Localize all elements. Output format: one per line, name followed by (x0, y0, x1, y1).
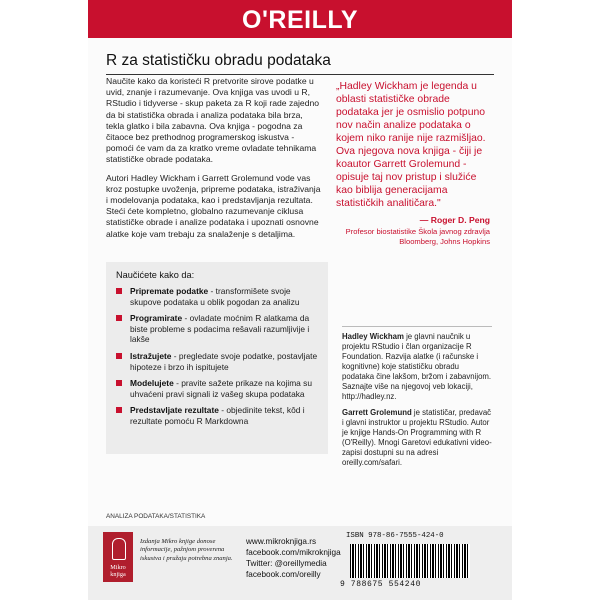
link-facebook-mikroknjiga[interactable]: facebook.com/mikroknjiga (246, 548, 341, 557)
learning-goal-item (116, 313, 320, 345)
publisher-header-bar (88, 0, 512, 38)
link-facebook-oreilly[interactable]: facebook.com/oreilly (246, 570, 321, 579)
link-twitter[interactable]: Twitter: @oreillymedia (246, 559, 327, 568)
book-title: R za statističku obradu podataka (106, 52, 331, 69)
publisher-figure-icon (112, 538, 126, 560)
intro-paragraph-1: Naučite kako da koristeći R pretvorite sirove podatke u uvid, znanje i razumevanje. Ova knjiga vas uvodi u R, RStudio i tidyverse - skup paketa za R koji rade zajedno da bi statistička obrada i analiza podataka bila brza, tekla glatko i bila zabavna. Ova knjiga - pogodna za čitaoce bez prethodnog programerskog iskustva - pomoći će vam da za kratko vreme ovladate tehnikama statističke obrade podataka. (106, 76, 320, 165)
cover-footer (88, 526, 512, 600)
learning-goal-term: Pripremate podatke (130, 286, 209, 296)
quote-text: „Hadley Wickham je legenda u oblasti statističke obrade podataka jer je osmislio potpuno nov način analize podataka o kojem niko ranije nije razmišljao. Ova njegova nova knjiga - čiji je koautor Garrett Grolemund - opisuje taj nov pristup i služiće kao biblija generacijama statističkih analitičara." (336, 81, 486, 209)
bullet-square-icon (116, 288, 122, 294)
publisher-tagline: Izdanja Mikro knjige donose informacije, pažnjom proverena iskustva i pružaju potrebna znanja. (140, 538, 233, 562)
author-bio-hadley (342, 332, 492, 402)
learning-goal-text: - objedinite tekst, kôd i rezultate pomoću R Markdowna (130, 405, 305, 426)
intro-text (106, 76, 322, 247)
publisher-links (246, 536, 341, 580)
learning-goal-term: Istražujete (130, 350, 172, 361)
oreilly-logo: O'REILLY (242, 6, 358, 34)
book-back-cover (88, 0, 512, 600)
title-block (106, 52, 494, 75)
quote-author: — Roger D. Peng (419, 215, 490, 225)
author-name: Hadley Wickham (342, 332, 404, 341)
barcode (350, 544, 470, 578)
isbn-text: ISBN 978-86-7555-424-0 (346, 532, 444, 540)
learning-goal-text: - pravite sažete prikaze na kojima su uhvaćeni pravi signali iz vašeg skupa podataka (130, 378, 312, 399)
author-bios (342, 326, 492, 474)
author-bio-text: je statističar, predavač i glavni instruktor u projektu RStudio. Autor je knjige Hands-On Programming with R (O'Reilly). Mnogi Garetovi edukativni video-zapisi dostupni su na adresi oreilly.com/safari. (342, 408, 492, 467)
bullet-square-icon (116, 380, 122, 386)
quote-author-role: Profesor biostatistike Škola javnog zdravlja Bloomberg, Johns Hopkins (345, 227, 490, 246)
author-bio-text: je glavni naučnik u projektu RStudio i član organizacije R Foundation. Razvija alatke (i računske i kognitivne) koje statističku obradu podataka čine lakšom, bržom i zabavnijom. Saznajte više na njegovoj veb lokaciji, http://hadley.nz. (342, 332, 492, 401)
testimonial-quote (336, 80, 490, 247)
mikro-knjiga-logo (103, 532, 133, 582)
link-website[interactable]: www.mikroknjiga.rs (246, 537, 317, 546)
bullet-square-icon (116, 353, 122, 359)
learning-goal-term: Modelujete (130, 378, 174, 389)
learning-goal-item (116, 405, 320, 426)
learning-goal-term: Predstavljate rezultate (130, 405, 219, 416)
author-bio-garrett (342, 408, 492, 468)
author-name: Garrett Grolemund (342, 408, 412, 417)
divider (342, 326, 492, 327)
learning-goal-item (116, 351, 320, 372)
learning-goal-text: - transformišete svoje skupove podataka u oblik pogodan za analizu (130, 286, 300, 307)
learning-goals-heading: Naučićete kako da: (116, 270, 195, 280)
bullet-square-icon (116, 315, 122, 321)
book-category: ANALIZA PODATAKA/STATISTIKA (106, 513, 206, 520)
learning-goal-item (116, 286, 320, 307)
barcode-number: 9 788675 554240 (340, 580, 422, 589)
bullet-square-icon (116, 407, 122, 413)
learning-goal-term: Programirate (130, 313, 183, 324)
intro-paragraph-2: Autori Hadley Wickham i Garrett Grolemund vode vas kroz postupke uvoženja, pripreme podataka, istraživanja i modelovanja podataka, kao i predstavljanja rezultata. Steći ćete kompletno, globalno razumevanje ciklusa statističke obrade i analize podataka i upoznati osnovne alatke koje vam trebaju za snalaženje s detaljima. (106, 172, 321, 239)
publisher-name: Mikro knjiga (110, 564, 126, 578)
learning-goals-box (106, 262, 328, 454)
learning-goal-item (116, 378, 320, 399)
learning-goal-text: - pregledate svoje podatke, postavljate hipoteze i brzo ih ispitujete (130, 350, 318, 372)
learning-goal-text: - ovladate moćnim R alatkama da biste probleme s podacima rešavali razumljivije i lakše (130, 313, 310, 345)
